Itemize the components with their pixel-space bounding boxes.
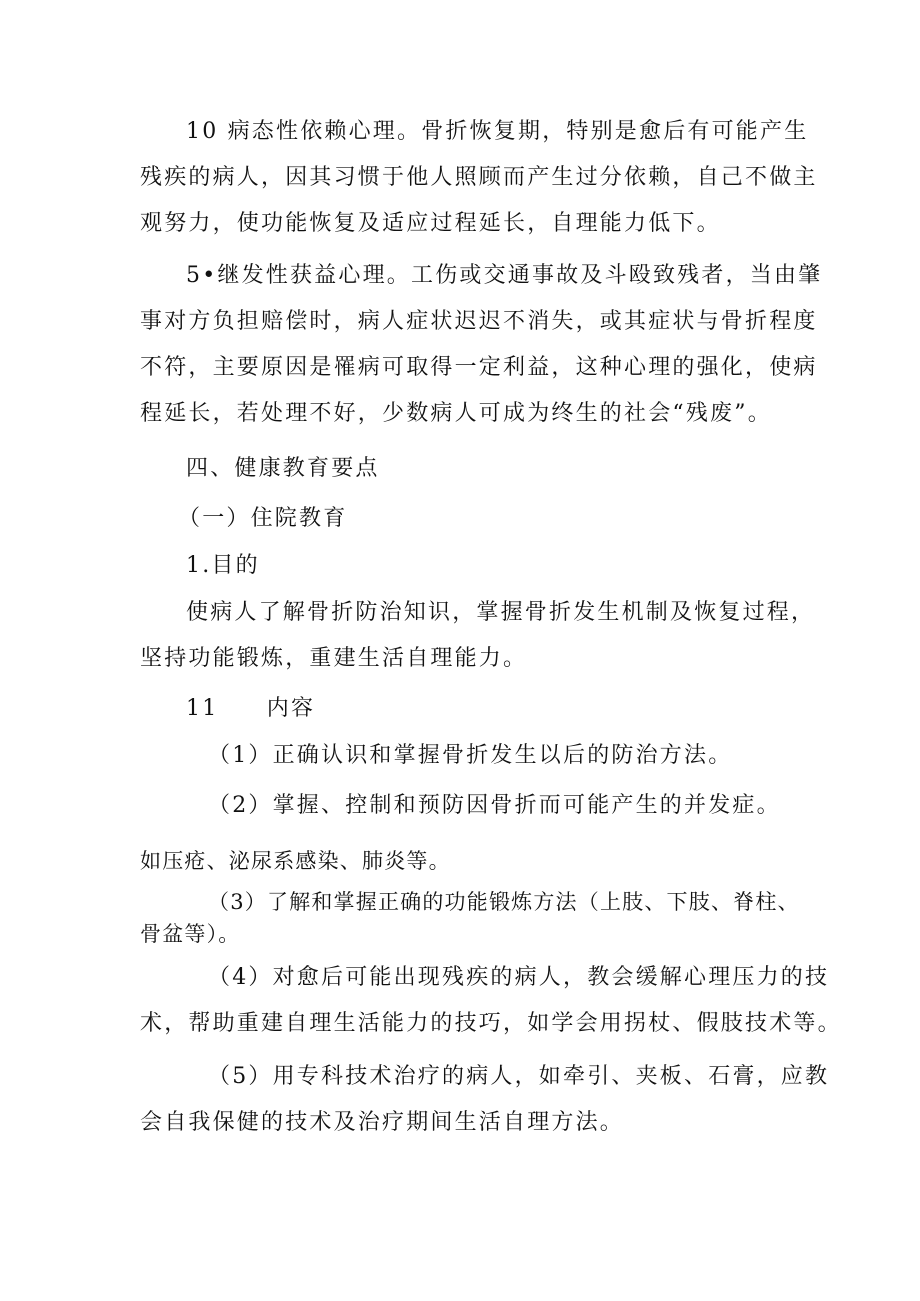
list-item-2-continuation [140, 845, 790, 877]
text-line: 如压疮、泌尿系感染、肺炎等。 [140, 849, 451, 873]
list-item-3 [140, 886, 800, 950]
item-heading-content [140, 686, 836, 732]
text-line: （1）正确认识和掌握骨折发生以后的防治方法。 [208, 743, 733, 768]
text-line: （2）掌握、控制和预防因骨折而可能产生的并发症。 [208, 793, 781, 818]
text-line: 1.目的 [186, 553, 260, 578]
text-line: 残疾的病人，因其习惯于他人照顾而产生过分依赖，自己不做主 [140, 165, 818, 190]
text-line: 骨盆等）。 [140, 922, 241, 946]
text-line: 11 内容 [186, 696, 316, 721]
section-heading [140, 446, 836, 492]
text-line: 程延长，若处理不好，少数病人可成为终生的社会“残废”。 [140, 401, 772, 426]
list-item-4 [140, 955, 842, 1047]
text-line: 使病人了解骨折防治知识，掌握骨折发生机制及恢复过程， [186, 600, 816, 625]
text-line: 四、健康教育要点 [186, 456, 380, 481]
item-heading-purpose [140, 543, 836, 589]
text-line: 术，帮助重建自理生活能力的技巧，如学会用拐杖、假肢技术等。 [140, 1011, 842, 1036]
list-item-5 [140, 1054, 830, 1146]
text-line: 观努力，使功能恢复及适应过程延长，自理能力低下。 [140, 211, 721, 236]
subsection-heading [140, 496, 828, 542]
text-line: 坚持功能锻炼，重建生活自理能力。 [140, 646, 528, 671]
list-item-1 [140, 733, 858, 779]
text-line: 10 病态性依赖心理。骨折恢复期，特别是愈后有可能产生 [186, 119, 809, 144]
list-item-2 [140, 783, 858, 829]
paragraph-dependency-psychology [140, 109, 818, 247]
text-line: 不符，主要原因是罹病可取得一定利益，这种心理的强化，使病 [140, 355, 818, 380]
paragraph-secondary-gain-psychology [140, 253, 823, 437]
text-line: （一）住院教育 [178, 506, 348, 531]
text-line: 事对方负担赔偿时，病人症状迟迟不消失，或其症状与骨折程度 [140, 309, 818, 334]
paragraph-purpose [140, 590, 816, 682]
text-line: （4）对愈后可能出现残疾的病人，教会缓解心理压力的技 [208, 965, 830, 990]
text-line: 5•继发性获益心理。工伤或交通事故及斗殴致残者，当由肇 [186, 263, 823, 288]
text-line: （3）了解和掌握正确的功能锻炼方法（上肢、下肢、脊柱、 [208, 890, 800, 914]
text-line: （5）用专科技术治疗的病人，如牵引、夹板、石膏，应教 [208, 1064, 830, 1089]
text-line: 会自我保健的技术及治疗期间生活自理方法。 [140, 1110, 625, 1135]
